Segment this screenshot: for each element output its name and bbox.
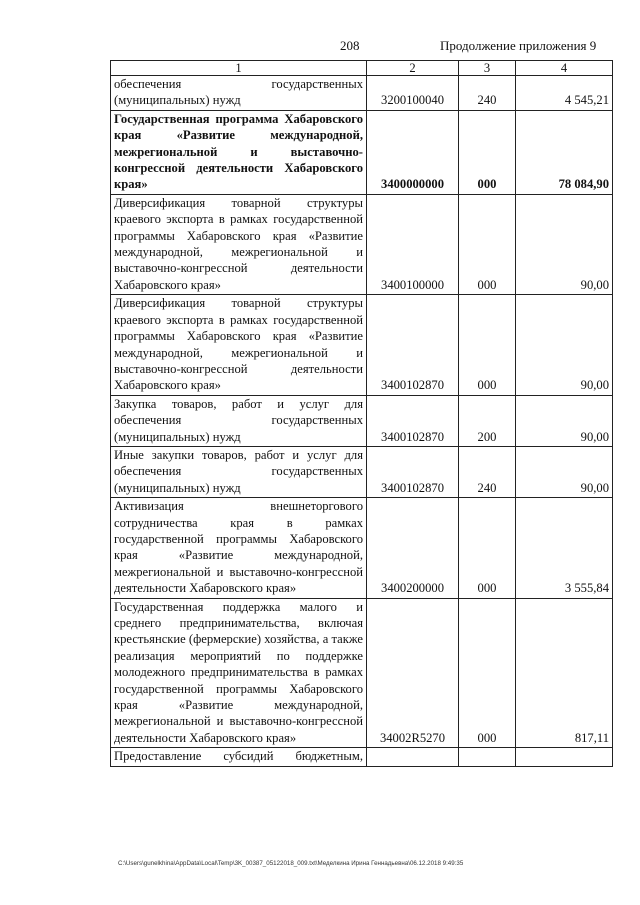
row-name: Государственная поддержка малого и среднего предпринимательства, включая крестьянские (фермерские) хозяйства, а также реализация мероприятий по поддержке молодежного предпринимательства в рамках государственной программы Хабаровского края «Развитие международной, межрегиональной и выставочно-конгрессной деятельности Хабаровского края»: [111, 598, 367, 748]
table-row-continued: [111, 748, 613, 766]
row-amount: 90,00: [516, 395, 613, 446]
page-number: 208: [340, 38, 360, 53]
row-code: 34002R5270: [367, 598, 459, 748]
row-code: 3400100000: [367, 194, 459, 294]
row-code: 3400102870: [367, 395, 459, 446]
table-header-row: [111, 61, 613, 76]
row-cost-type: 240: [459, 76, 516, 111]
row-name: Иные закупки товаров, работ и услуг для обеспечения государственных (муниципальных) нужд: [111, 446, 367, 497]
row-amount: 4 545,21: [516, 76, 613, 111]
row-code: 3400102870: [367, 295, 459, 395]
row-name: Закупка товаров, работ и услуг для обеспечения государственных (муниципальных) нужд: [111, 395, 367, 446]
table-row: [111, 598, 613, 748]
row-code: 3200100040: [367, 76, 459, 111]
appendix-continuation-label: Продолжение приложения 9: [440, 38, 597, 53]
table-row: [111, 295, 613, 395]
row-code: 3400200000: [367, 498, 459, 598]
column-header-cost-type: 3: [459, 61, 516, 76]
column-header-name: 1: [111, 61, 367, 76]
row-name: Активизация внешнеторгового сотрудничества края в рамках государственной программы Хабаровского края «Развитие международной, межрегиональной и выставочно-конгрессной деятельности Хабаровского края»: [111, 498, 367, 598]
footer-file-path: C:\Users\gunelkhina\AppData\Local\Temp\3K_00387_05122018_009.txt\Меделкина Ирина Геннадьевна\06.12.2018 9:49:35: [118, 860, 464, 867]
column-header-amount: 4: [516, 61, 613, 76]
row-amount: [516, 748, 613, 766]
row-name: обеспечения государственных (муниципальных) нужд: [111, 76, 367, 111]
table-row: [111, 498, 613, 598]
row-name: Государственная программа Хабаровского края «Развитие международной, межрегиональной и выставочно-конгрессной деятельности Хабаровского края»: [111, 110, 367, 194]
row-amount: 90,00: [516, 194, 613, 294]
column-header-code: 2: [367, 61, 459, 76]
row-name: Диверсификация товарной структуры краевого экспорта в рамках государственной программы Хабаровского края «Развитие международной, межрегиональной и выставочно-конгрессной деятельности Хабаровского края»: [111, 194, 367, 294]
row-cost-type: 240: [459, 446, 516, 497]
row-amount: 817,11: [516, 598, 613, 748]
row-cost-type: 000: [459, 498, 516, 598]
budget-table: [110, 60, 613, 767]
row-cost-type: 000: [459, 194, 516, 294]
table-row: [111, 395, 613, 446]
row-code: [367, 748, 459, 766]
row-cost-type: [459, 748, 516, 766]
row-name: Диверсификация товарной структуры краевого экспорта в рамках государственной программы Хабаровского края «Развитие международной, межрегиональной и выставочно-конгрессной деятельности Хабаровского края»: [111, 295, 367, 395]
row-cost-type: 000: [459, 110, 516, 194]
row-amount: 90,00: [516, 295, 613, 395]
row-name: Предоставление субсидий бюджетным,: [111, 748, 367, 766]
table-row-program: [111, 110, 613, 194]
row-code: 3400000000: [367, 110, 459, 194]
row-amount: 3 555,84: [516, 498, 613, 598]
row-cost-type: 200: [459, 395, 516, 446]
table-row: [111, 446, 613, 497]
table-row: [111, 194, 613, 294]
row-cost-type: 000: [459, 295, 516, 395]
table-row: [111, 76, 613, 111]
row-cost-type: 000: [459, 598, 516, 748]
row-amount: 90,00: [516, 446, 613, 497]
row-code: 3400102870: [367, 446, 459, 497]
row-amount: 78 084,90: [516, 110, 613, 194]
